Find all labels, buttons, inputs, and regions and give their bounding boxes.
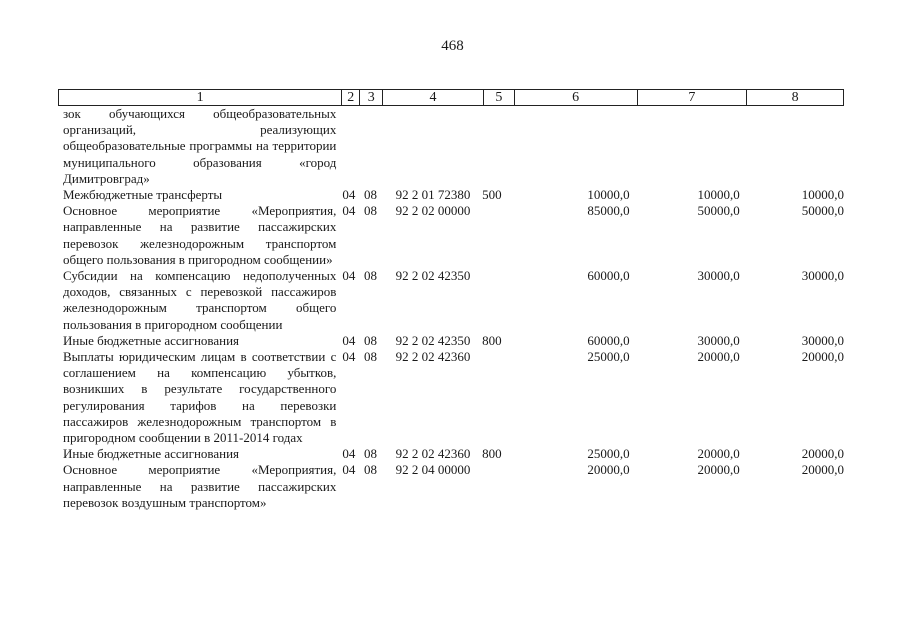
row-pr: 08 — [364, 349, 378, 365]
row-value-1: 25000,0 — [587, 446, 630, 462]
row-value-1: 20000,0 — [587, 462, 630, 478]
row-value-3 — [740, 106, 844, 187]
table-row — [58, 203, 844, 268]
row-rz: 04 — [342, 462, 356, 478]
row-value-3: 30000,0 — [801, 332, 844, 348]
row-value-2: 10000,0 — [697, 187, 740, 203]
header-col-8: 8 — [746, 90, 843, 105]
row-csr: 92 2 02 42350 — [395, 332, 471, 348]
row-vr — [482, 462, 521, 511]
row-name: Выплаты юридическим лицам в соответствии с соглашением на компенсацию убытков, возникших в результате государственного регулирования тарифов на перевозки пассажиров железнодорожным транспортом в пригородном сообщении в 2011-2014 годах — [63, 349, 337, 446]
row-rz: 04 — [342, 268, 356, 284]
row-pr: 08 — [364, 446, 378, 462]
table-body — [58, 106, 844, 511]
row-pr: 08 — [364, 332, 378, 348]
table-row — [58, 446, 844, 462]
row-value-3: 20000,0 — [801, 446, 844, 462]
header-col-2: 2 — [341, 90, 359, 105]
table-row — [58, 187, 844, 203]
row-pr: 08 — [364, 268, 378, 284]
row-value-2: 20000,0 — [697, 446, 740, 462]
row-csr: 92 2 02 42350 — [395, 268, 471, 284]
table-row — [58, 268, 844, 333]
row-rz: 04 — [342, 332, 356, 348]
row-value-2: 30000,0 — [697, 332, 740, 348]
row-csr: 92 2 02 42360 — [395, 349, 471, 365]
row-value-2: 30000,0 — [697, 268, 740, 284]
row-pr: 08 — [364, 203, 378, 219]
row-vr — [482, 268, 521, 333]
row-value-2 — [630, 106, 740, 187]
row-value-3: 20000,0 — [801, 349, 844, 365]
header-col-4: 4 — [382, 90, 483, 105]
row-csr: 92 2 02 42360 — [395, 446, 471, 462]
row-value-1: 25000,0 — [587, 349, 630, 365]
row-name: Основное мероприятие «Мероприятия, направленные на развитие пассажирских перевозок железнодорожным транспортом общего пользования в пригородном сообщении» — [63, 203, 337, 267]
row-value-2: 20000,0 — [697, 462, 740, 478]
table-row — [58, 349, 844, 446]
row-value-1: 60000,0 — [587, 332, 630, 348]
header-col-6: 6 — [514, 90, 637, 105]
row-rz — [336, 106, 364, 187]
row-csr: 92 2 04 00000 — [395, 462, 471, 478]
row-name: Межбюджетные трансферты — [63, 187, 223, 203]
row-value-3: 10000,0 — [801, 187, 844, 203]
row-csr: 92 2 02 00000 — [395, 203, 471, 219]
header-col-5: 5 — [483, 90, 514, 105]
row-value-3: 50000,0 — [801, 203, 844, 219]
row-vr — [482, 203, 521, 268]
row-vr: 800 — [482, 446, 502, 462]
row-name: Основное мероприятие «Мероприятия, направленные на развитие пассажирских перевозок воздушным транспортом» — [63, 462, 337, 510]
header-col-3: 3 — [359, 90, 382, 105]
header-col-7: 7 — [637, 90, 747, 105]
row-value-1 — [521, 106, 629, 187]
row-name: Субсидии на компенсацию недополученных доходов, связанных с перевозкой пассажиров железнодорожным транспортом общего пользования в пригородном сообщении — [63, 268, 337, 332]
row-value-2: 50000,0 — [697, 203, 740, 219]
row-name: зок обучающихся общеобразовательных организаций, реализующих общеобразовательные программы на территории муниципального образования «город Димитровград» — [63, 106, 337, 186]
header-col-1: 1 — [196, 90, 204, 105]
table-row — [58, 333, 844, 349]
page-number: 468 — [441, 38, 464, 54]
row-rz: 04 — [342, 187, 356, 203]
row-name: Иные бюджетные ассигнования — [63, 332, 240, 348]
table-header — [58, 89, 844, 106]
row-value-1: 10000,0 — [587, 187, 630, 203]
row-csr: 92 2 01 72380 — [395, 187, 471, 203]
row-vr: 500 — [482, 187, 502, 203]
row-value-1: 85000,0 — [587, 203, 630, 219]
row-csr — [390, 106, 483, 187]
budget-table — [58, 89, 844, 511]
row-rz: 04 — [342, 446, 356, 462]
row-rz: 04 — [342, 203, 356, 219]
row-name: Иные бюджетные ассигнования — [63, 446, 240, 462]
row-pr — [364, 106, 390, 187]
row-vr — [482, 349, 521, 446]
row-value-3: 30000,0 — [801, 268, 844, 284]
row-value-3: 20000,0 — [801, 462, 844, 478]
table-row — [58, 462, 844, 511]
row-vr — [482, 106, 521, 187]
row-rz: 04 — [342, 349, 356, 365]
row-vr: 800 — [482, 332, 502, 348]
row-pr: 08 — [364, 187, 378, 203]
table-row — [58, 106, 844, 187]
row-value-2: 20000,0 — [697, 349, 740, 365]
row-pr: 08 — [364, 462, 378, 478]
row-value-1: 60000,0 — [587, 268, 630, 284]
